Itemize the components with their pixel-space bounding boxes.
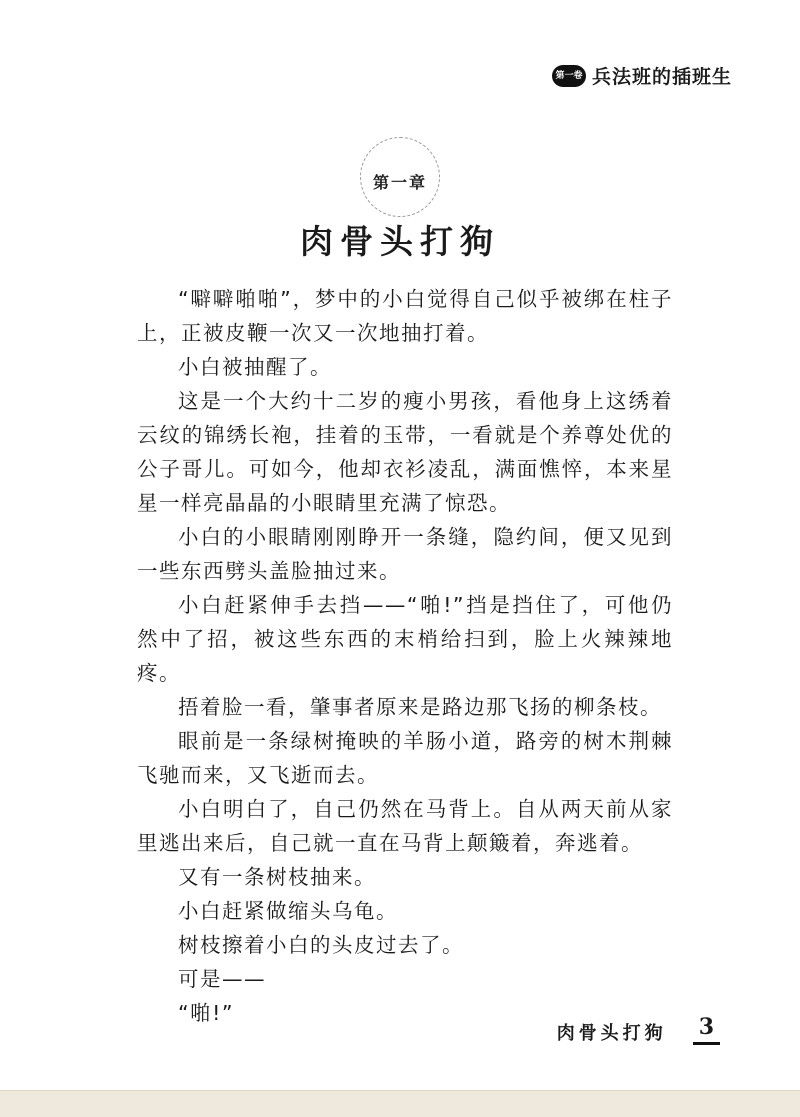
chapter-body [137, 282, 673, 1030]
paragraph: 眼前是一条绿树掩映的羊肠小道，路旁的树木荆棘飞驰而来，又飞逝而去。 [137, 729, 673, 787]
running-footer [557, 1014, 720, 1045]
page-edge-strip [0, 1090, 800, 1117]
book-title: 兵法班的插班生 [591, 66, 732, 88]
paragraph: 树枝擦着小白的头皮过去了。 [178, 933, 464, 957]
paragraph: 小白的小眼睛刚刚睁开一条缝，隐约间，便又见到一些东西劈头盖脸抽过来。 [137, 525, 673, 583]
paragraph: 小白赶紧做缩头乌龟。 [178, 899, 398, 923]
footer-chapter-title: 肉骨头打狗 [556, 1023, 667, 1044]
chapter-label: 第一章 [372, 173, 427, 192]
paragraph: 小白被抽醒了。 [178, 355, 332, 379]
volume-badge: 第一卷 [552, 65, 586, 87]
paragraph: “啪!” [178, 1001, 234, 1025]
paragraph: 小白赶紧伸手去挡——“啪!”挡是挡住了，可他仍然中了招，被这些东西的末梢给扫到，脸上火辣辣地疼。 [137, 593, 673, 685]
paragraph: 可是—— [178, 967, 266, 991]
paragraph: 捂着脸一看，肇事者原来是路边那飞扬的柳条枝。 [178, 695, 662, 719]
paragraph: 这是一个大约十二岁的瘦小男孩，看他身上这绣着云纹的锦绣长袍，挂着的玉带，一看就是个养尊处优的公子哥儿。可如今，他却衣衫凌乱，满面憔悴，本来星星一样亮晶晶的小眼睛里充满了惊恐。 [137, 389, 673, 515]
page-number: 3 [693, 1014, 720, 1045]
running-header [552, 62, 732, 89]
paragraph: 小白明白了，自己仍然在马背上。自从两天前从家里逃出来后，自己就一直在马背上颠簸着，奔逃着。 [137, 797, 673, 855]
chapter-title: 肉骨头打狗 [300, 222, 500, 261]
paragraph: 又有一条树枝抽来。 [178, 865, 376, 889]
paragraph: “噼噼啪啪”，梦中的小白觉得自己似乎被绑在柱子上，正被皮鞭一次又一次地抽打着。 [137, 287, 673, 345]
